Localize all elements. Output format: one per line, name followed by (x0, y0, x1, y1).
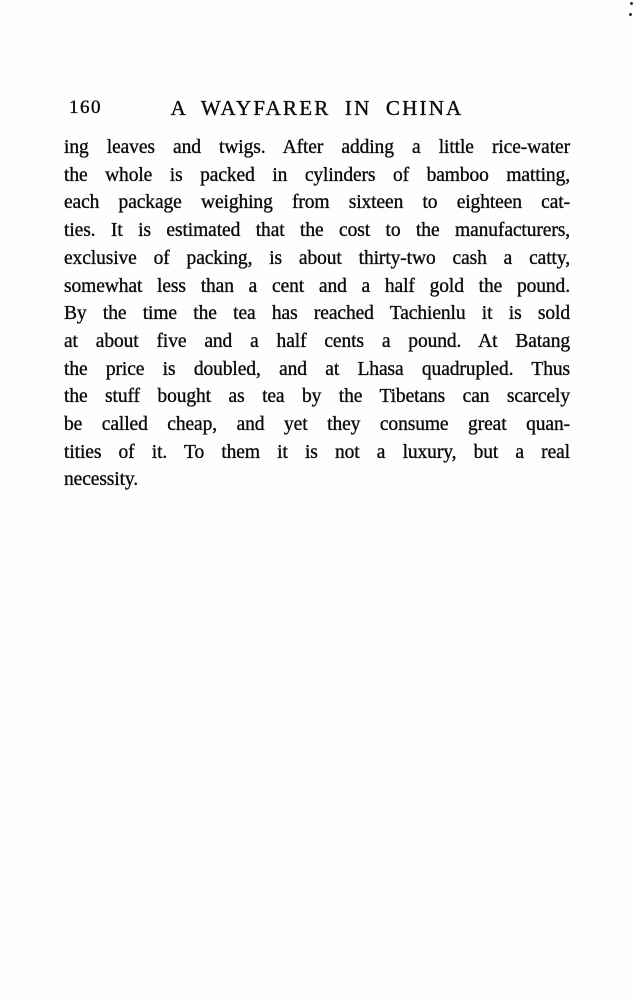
page-body-text (64, 134, 570, 494)
text-line: tities of it. To them it is not a luxury, but a real (64, 441, 570, 463)
text-line: be called cheap, and yet they consume great quan- (64, 414, 570, 436)
text-line: By the time the tea has reached Tachienlu it is sold (64, 303, 570, 325)
page-number: 160 (69, 97, 102, 118)
scan-noise-dot (630, 2, 633, 5)
text-line: exclusive of packing, is about thirty-two cash a catty, (64, 247, 570, 269)
text-line: the whole is packed in cylinders of bamboo matting, (64, 164, 570, 186)
text-line: somewhat less than a cent and a half gold the pound. (64, 275, 570, 297)
text-line: necessity. (64, 469, 139, 491)
text-line: ties. It is estimated that the cost to the manufacturers, (64, 220, 570, 242)
text-line: the price is doubled, and at Lhasa quadrupled. Thus (64, 358, 570, 380)
text-line: ing leaves and twigs. After adding a little rice-water (64, 137, 570, 158)
running-title: A WAYFARER IN CHINA (170, 96, 464, 120)
page-header (64, 96, 570, 124)
text-line: the stuff bought as tea by the Tibetans can scarcely (64, 386, 570, 408)
text-line: at about five and a half cents a pound. At Batang (64, 330, 570, 352)
scan-noise-dot (629, 13, 632, 16)
text-line: each package weighing from sixteen to eighteen cat- (64, 192, 570, 214)
